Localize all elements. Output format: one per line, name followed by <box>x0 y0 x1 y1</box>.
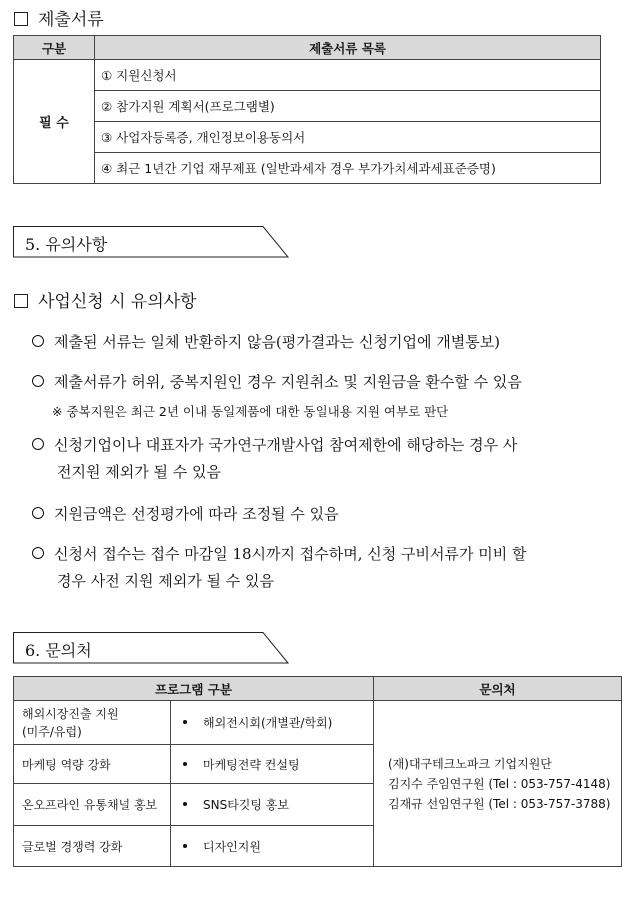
program-name <box>14 701 171 745</box>
notice-text-cont: 전지원 제외가 될 수 있음 <box>57 463 221 481</box>
notice-item <box>32 432 517 486</box>
doc-item: ④ 최근 1년간 기업 재무제표 (일반과세자 경우 부가가치세과세표준증명) <box>95 153 601 184</box>
circle-bullet-icon <box>32 375 44 387</box>
section5-title: 5. 유의사항 <box>25 235 108 254</box>
program-name: 글로벌 경쟁력 강화 <box>14 826 171 867</box>
program-name: 마케팅 역량 강화 <box>14 745 171 784</box>
col-contact-header: 문의처 <box>374 677 622 701</box>
circle-bullet-icon <box>32 547 44 559</box>
notice-item <box>32 329 500 356</box>
notice-item <box>32 541 527 595</box>
circle-bullet-icon <box>32 335 44 347</box>
section6-title: 6. 문의처 <box>25 641 92 660</box>
notice-text: 제출서류가 허위, 중복지원인 경우 지원취소 및 지원금을 환수할 수 있음 <box>54 373 522 391</box>
program-detail <box>171 745 374 784</box>
col-docs-header: 제출서류 목록 <box>95 36 601 60</box>
submission-table <box>13 35 601 184</box>
doc-item: ① 지원신청서 <box>95 60 601 91</box>
notice-text-cont: 경우 사전 지원 제외가 될 수 있음 <box>57 572 274 590</box>
contact-org: (재)대구테크노파크 기업지원단 <box>388 756 552 771</box>
submission-heading-text: 제출서류 <box>38 10 104 30</box>
bullet-dot-icon <box>183 720 187 724</box>
required-category: 필 수 <box>14 60 95 184</box>
notice-note: ※ 중복지원은 최근 2년 이내 동일제품에 대한 동일내용 지원 여부로 판단 <box>52 404 449 419</box>
doc-item: ② 참가지원 계획서(프로그램별) <box>95 91 601 122</box>
section5-subheading <box>14 287 197 312</box>
program-name-line: (미주/유럽) <box>22 724 82 739</box>
section5-tab <box>13 226 289 256</box>
contact-table <box>13 676 622 867</box>
contact-person: 김재규 선임연구원 (Tel : 053-757-3788) <box>388 796 611 811</box>
submission-heading <box>14 5 104 30</box>
program-detail-text: SNS타깃팅 홍보 <box>203 798 289 812</box>
notice-item <box>32 501 339 528</box>
section6-tab <box>13 632 289 662</box>
bullet-dot-icon <box>183 762 187 766</box>
program-detail <box>171 784 374 826</box>
notice-text: 지원금액은 선정평가에 따라 조정될 수 있음 <box>54 505 339 523</box>
notice-text: 신청기업이나 대표자가 국가연구개발사업 참여제한에 해당하는 경우 사 <box>54 436 518 454</box>
col-category-header: 구분 <box>14 36 95 60</box>
checkbox-square-icon <box>14 294 28 308</box>
contact-person: 김지수 주임연구원 (Tel : 053-757-4148) <box>388 776 611 791</box>
program-detail-text: 해외전시회(개별관/학회) <box>203 716 333 730</box>
notice-item <box>32 369 522 396</box>
program-detail-text: 마케팅전략 컨설팅 <box>203 757 300 772</box>
bullet-dot-icon <box>183 802 187 806</box>
circle-bullet-icon <box>32 507 44 519</box>
program-detail-text: 디자인지원 <box>203 839 261 854</box>
col-program-header: 프로그램 구분 <box>14 677 374 701</box>
notice-text: 신청서 접수는 접수 마감일 18시까지 접수하며, 신청 구비서류가 미비 할 <box>54 545 527 563</box>
bullet-dot-icon <box>183 844 187 848</box>
program-detail <box>171 826 374 867</box>
program-name-line: 해외시장진출 지원 <box>22 706 119 721</box>
program-name: 온오프라인 유통채널 홍보 <box>14 784 171 826</box>
checkbox-square-icon <box>14 12 28 26</box>
contact-info <box>374 701 622 867</box>
section5-subheading-text: 사업신청 시 유의사항 <box>38 292 197 312</box>
circle-bullet-icon <box>32 438 44 450</box>
notice-text: 제출된 서류는 일체 반환하지 않음(평가결과는 신청기업에 개별통보) <box>54 333 501 351</box>
program-detail <box>171 701 374 745</box>
doc-item: ③ 사업자등록증, 개인정보이용동의서 <box>95 122 601 153</box>
